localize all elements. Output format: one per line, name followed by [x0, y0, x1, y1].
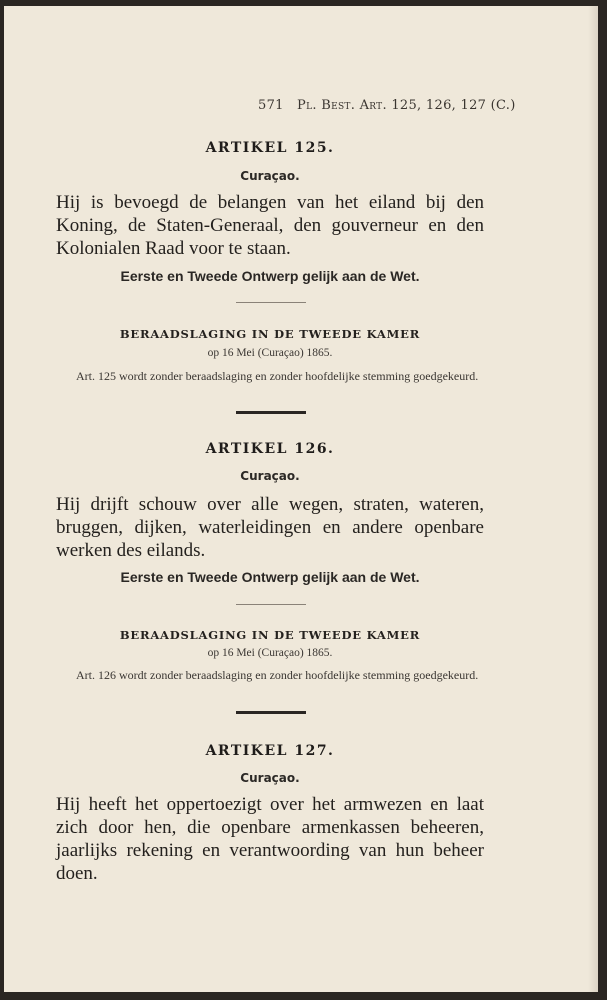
article-125-deliberation-date: op 16 Mei (Curaçao) 1865. — [207, 347, 333, 359]
section-divider — [236, 711, 306, 714]
running-title: Pl. Best. Art. 125, 126, 127 (C.) — [297, 98, 516, 113]
article-126-deliberation-text: Art. 126 wordt zonder beraadslaging en zonder hoofdelijke stemming goedgekeurd. — [76, 668, 479, 682]
article-126-place: Curaçao. — [240, 469, 300, 483]
article-127-place: Curaçao. — [240, 771, 300, 785]
section-divider — [236, 411, 306, 414]
article-125-deliberation-heading: BERAADSLAGING IN DE TWEEDE KAMER — [119, 327, 421, 341]
article-127-text: Hij heeft het oppertoezigt over het armwezen en laat zich door hen, die openbare armenkassen beheeren, jaarlijks rekening en verantwoording van hun beheer doen. — [56, 794, 484, 884]
article-126-deliberation-date: op 16 Mei (Curaçao) 1865. — [207, 647, 333, 659]
article-125-text: Hij is bevoegd de belangen van het eiland bij den Koning, de Staten-Generaal, den gouverneur en den Kolonialen Raad voor te staan. — [56, 192, 484, 259]
article-127-title: ARTIKEL 127. — [205, 743, 335, 759]
book-page — [4, 6, 598, 992]
article-126-draft-note: Eerste en Tweede Ontwerp gelijk aan de Wet. — [120, 569, 420, 585]
running-header — [258, 98, 516, 113]
article-126-deliberation-heading: BERAADSLAGING IN DE TWEEDE KAMER — [119, 628, 421, 642]
article-125-draft-note: Eerste en Tweede Ontwerp gelijk aan de Wet. — [120, 268, 420, 284]
divider — [236, 604, 306, 605]
page-number: 571 — [258, 98, 284, 113]
article-125-place: Curaçao. — [240, 169, 300, 183]
article-126-title: ARTIKEL 126. — [205, 441, 335, 457]
article-125-title: ARTIKEL 125. — [205, 140, 335, 156]
article-126-text: Hij drijft schouw over alle wegen, straten, wateren, bruggen, dijken, waterleidingen en andere openbare werken des eilands. — [56, 494, 484, 561]
article-125-deliberation-text: Art. 125 wordt zonder beraadslaging en zonder hoofdelijke stemming goedgekeurd. — [76, 369, 479, 383]
divider — [236, 302, 306, 303]
